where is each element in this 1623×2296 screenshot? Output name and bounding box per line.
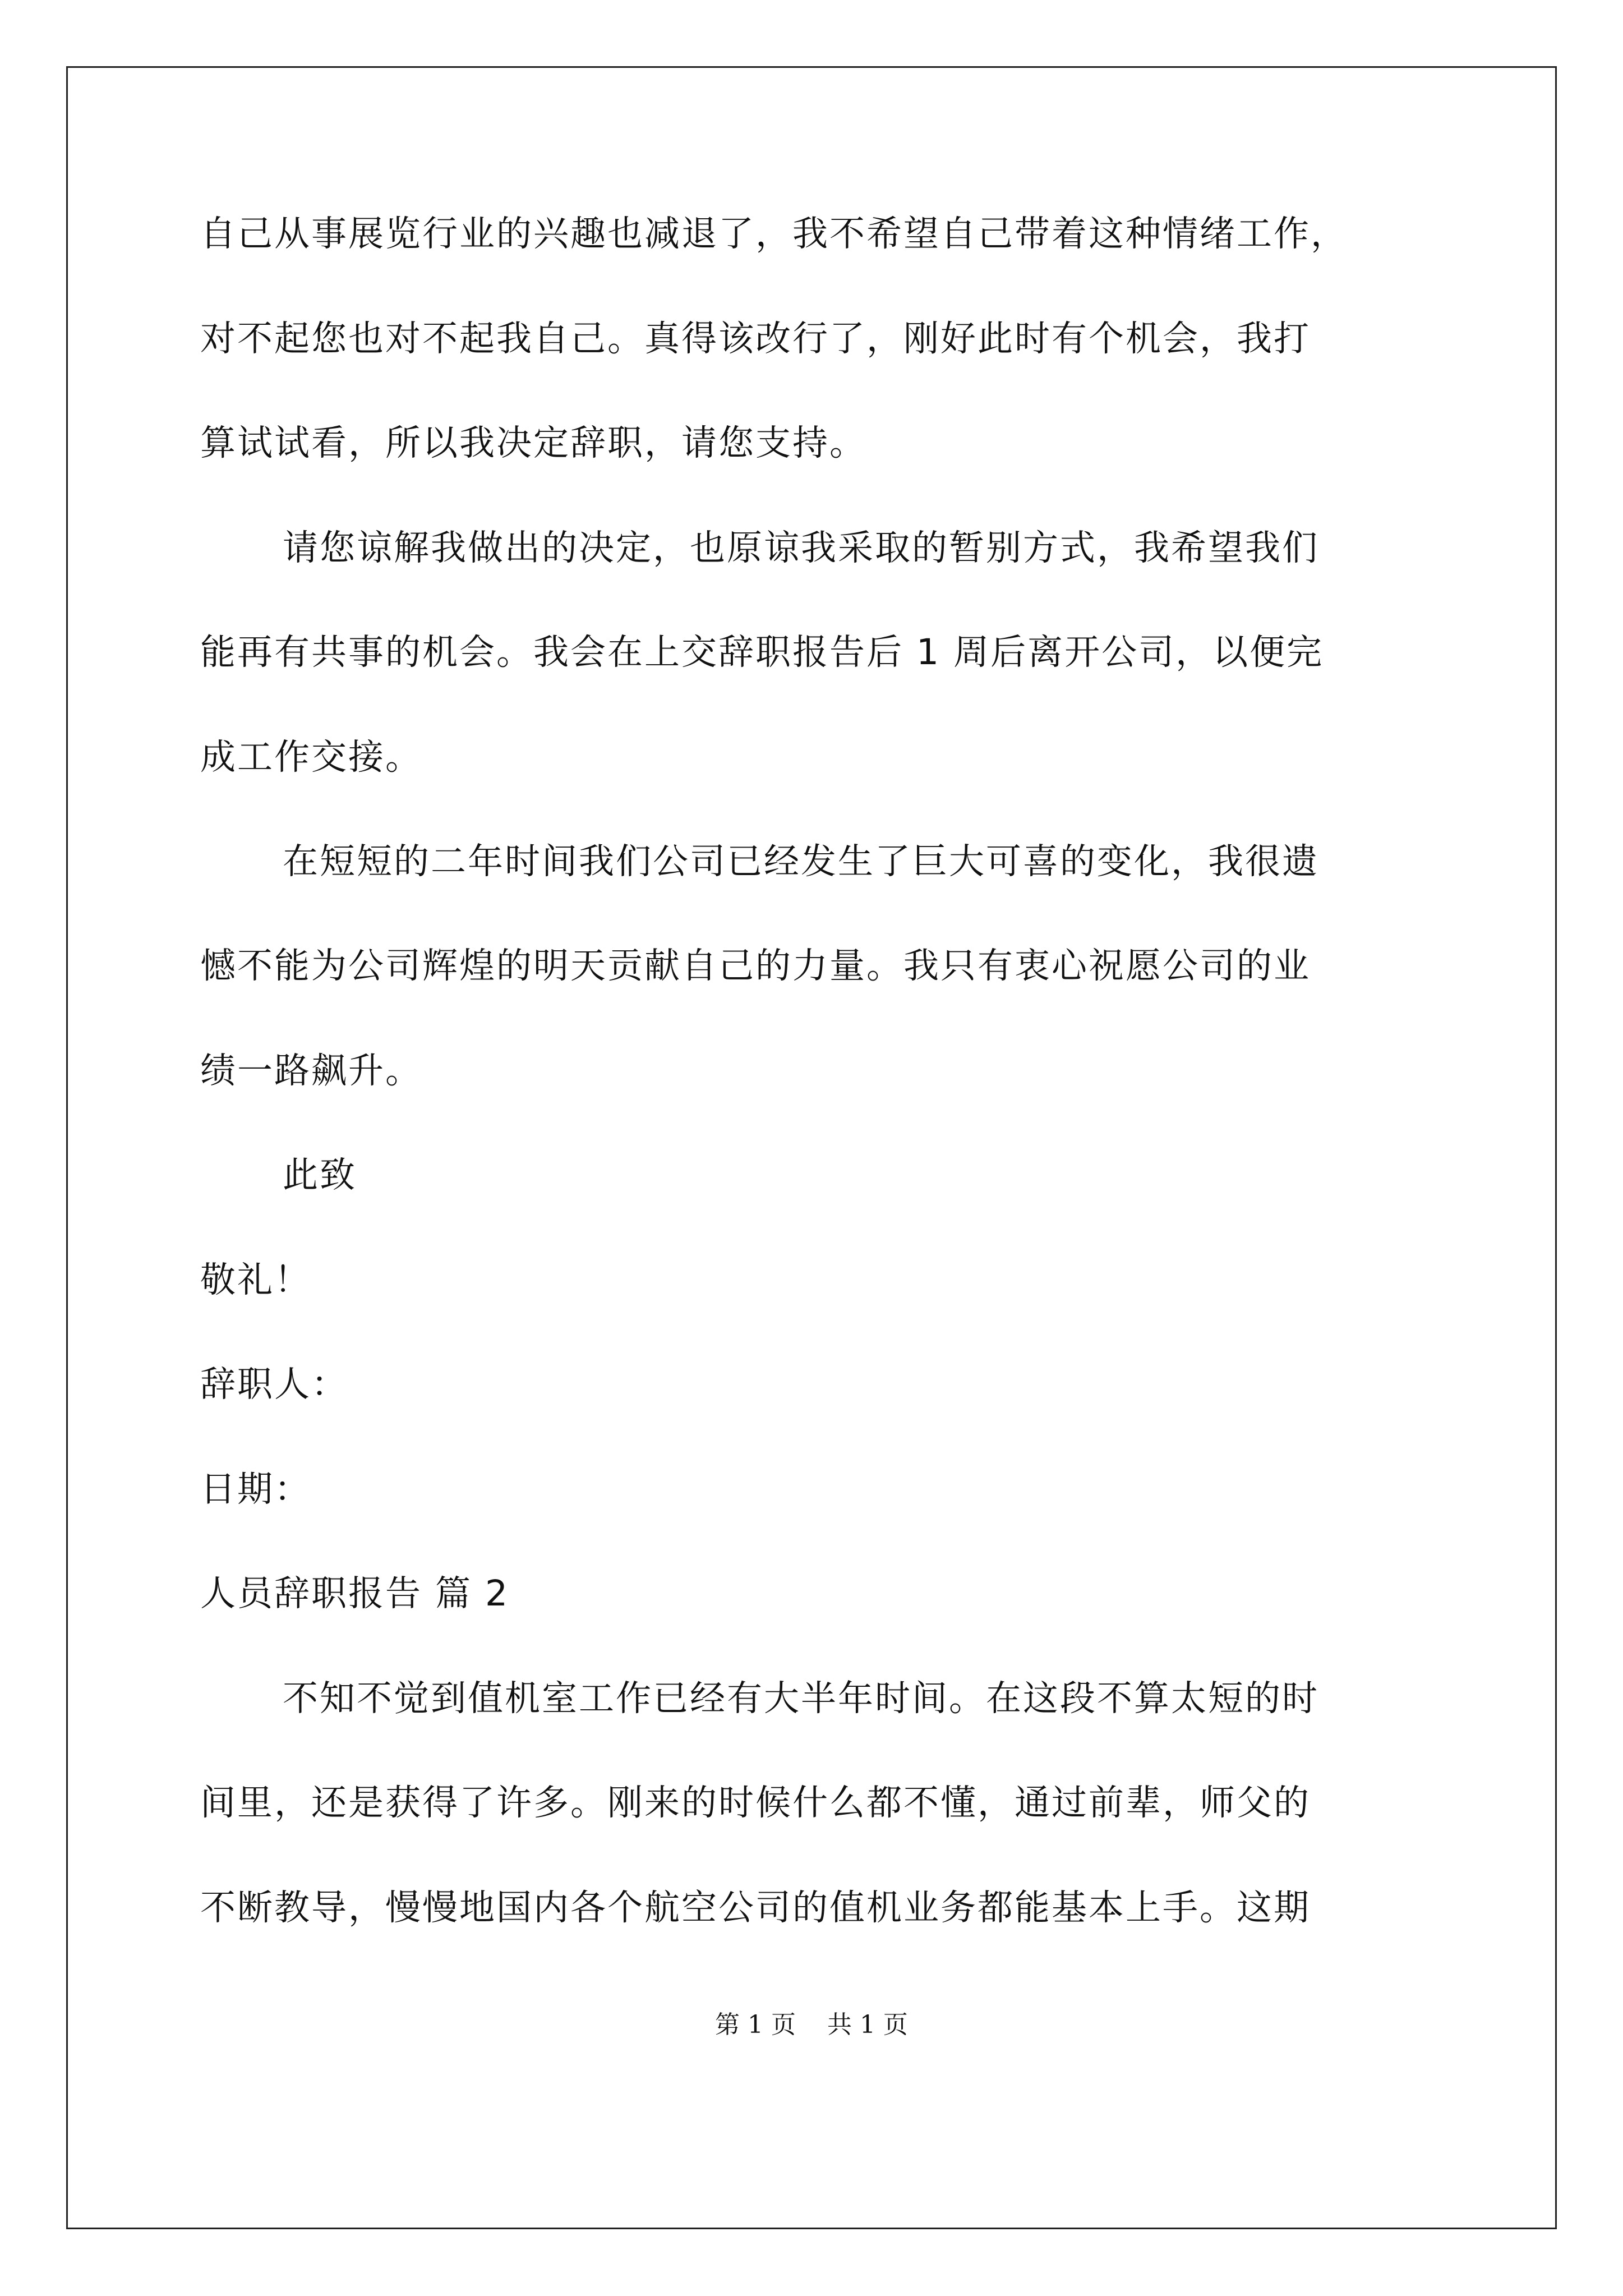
- body-text-line: 算试试看，所以我决定辞职，请您支持。: [200, 422, 866, 463]
- closing-greeting: 此致: [283, 1154, 357, 1195]
- salutation: 敬礼！: [200, 1259, 311, 1300]
- section-heading: 人员辞职报告 篇 2: [200, 1573, 510, 1614]
- paragraph-start-line: 不知不觉到值机室工作已经有大半年时间。在这段不算太短的时: [283, 1678, 1319, 1719]
- page-footer: 第 1 页 共 1 页: [715, 2010, 908, 2039]
- body-text-line: 自己从事展览行业的兴趣也减退了，我不希望自己带着这种情绪工作，: [200, 213, 1348, 254]
- paragraph-start-line: 请您谅解我做出的决定，也原谅我采取的暂别方式，我希望我们: [283, 527, 1319, 568]
- body-text-line: 不断教导，慢慢地国内各个航空公司的值机业务都能基本上手。这期: [200, 1887, 1311, 1928]
- paragraph-start-line: 在短短的二年时间我们公司已经发生了巨大可喜的变化，我很遗: [283, 841, 1319, 882]
- body-text-line: 对不起您也对不起我自己。真得该改行了，刚好此时有个机会，我打: [200, 318, 1311, 359]
- body-text-line: 能再有共事的机会。我会在上交辞职报告后 1 周后离开公司，以便完: [200, 632, 1324, 673]
- signer-label: 辞职人：: [200, 1364, 348, 1405]
- date-label: 日期：: [200, 1469, 311, 1510]
- body-text-line: 绩一路飙升。: [200, 1050, 422, 1091]
- body-text-line: 间里，还是获得了许多。刚来的时候什么都不懂，通过前辈，师父的: [200, 1782, 1311, 1823]
- body-text-line: 憾不能为公司辉煌的明天贡献自己的力量。我只有衷心祝愿公司的业: [200, 945, 1311, 986]
- body-text-line: 成工作交接。: [200, 737, 422, 777]
